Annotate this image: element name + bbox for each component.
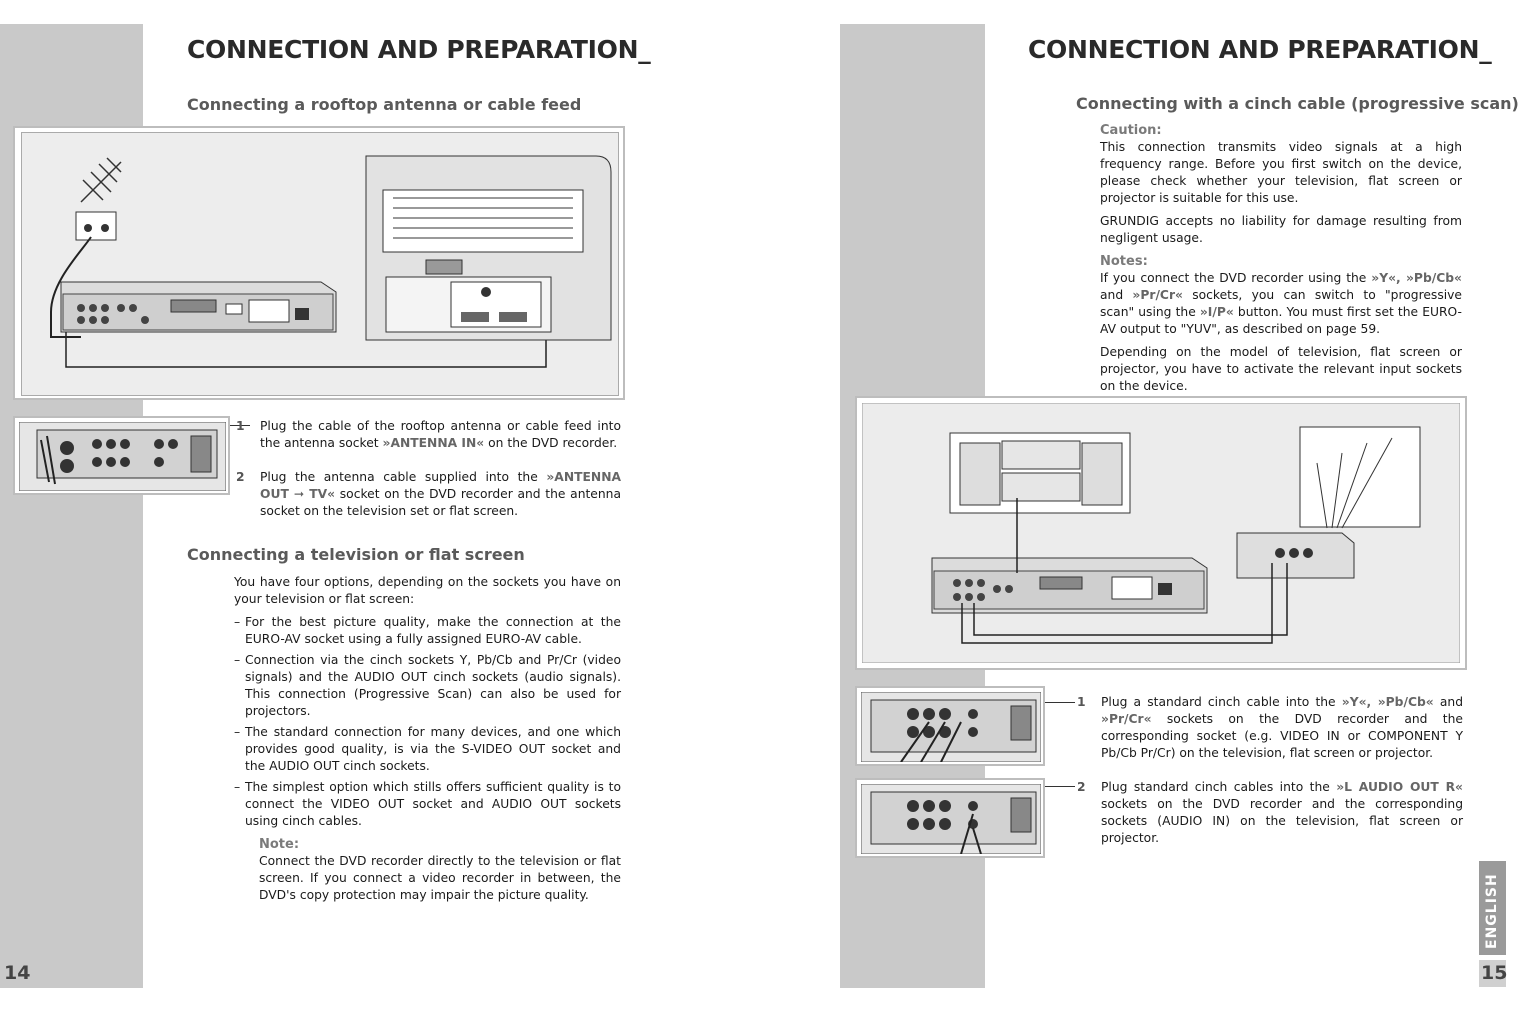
left-page-number: 14 [4, 962, 31, 984]
english-tab-label: ENGLISH [1484, 873, 1500, 949]
notes-text-1: If you connect the DVD recorder using the »Y«, »Pb/Cb« and »Pr/Cr« sockets, you can switch to "progressive scan" using the »I/P« button. You must first set the EURO-AV output to "YUV", as described on page 59. [1100, 271, 1463, 336]
left-section2-body [234, 574, 621, 910]
step-number: 1 [1077, 695, 1086, 709]
leader-line-right-2 [1045, 786, 1075, 787]
right-page-number: 15 [1481, 962, 1508, 984]
antenna-socket-detail-figure [13, 416, 230, 495]
note-label: Note: [259, 837, 300, 852]
projector-screen-drawing [1300, 427, 1420, 528]
dvd-recorder-drawing [61, 282, 336, 332]
english-side-tab [1479, 861, 1506, 955]
video-socket-detail-figure [855, 686, 1045, 766]
right-heading: Connecting with a cinch cable (progressive scan) [1076, 94, 1519, 113]
antenna-connection-drawing [21, 132, 617, 394]
right-step-2: 2 Plug standard cinch cables into the »L AUDIO OUT R« sockets on the DVD recorder and the corresponding sockets (AUDIO IN) on the television, flat screen or projector. [1077, 780, 1463, 845]
right-intro-body [1100, 122, 1462, 401]
video-socket-drawing [861, 692, 1041, 762]
left-page-title: CONNECTION AND PREPARATION_ [187, 35, 651, 64]
left-section1-heading: Connecting a rooftop antenna or cable feed [187, 95, 582, 114]
liability-text: GRUNDIG accepts no liability for damage resulting from negligent usage. [1100, 214, 1462, 245]
right-strip-below-figure [840, 670, 985, 684]
step-number: 2 [1077, 780, 1086, 794]
list-item: – The standard connection for many devices, and one which provides good quality, is via the S-VIDEO OUT socket and the AUDIO OUT cinch sockets. [234, 725, 621, 773]
left-step-2: 2 Plug the antenna cable supplied into the »ANTENNA OUT ➞ TV« socket on the DVD recorder and the antenna socket on the television set or flat screen. [236, 470, 621, 518]
socket-detail-drawing [19, 422, 226, 491]
notes-label: Notes: [1100, 254, 1148, 269]
antenna-out-label: »ANTENNA OUT ➞ TV« [260, 470, 621, 501]
right-step-1: 1 Plug a standard cinch cable into the »Y«, »Pb/Cb« and »Pr/Cr« sockets on the DVD recorder and the corresponding socket (e.g. VIDEO IN or COMPONENT Y Pb/Cb Pr/Cr) on the television, flat screen or projector. [1077, 695, 1463, 760]
step-number: 1 [236, 419, 245, 433]
note-text: Connect the DVD recorder directly to the television or flat screen. If you connect a video recorder in between, the DVD's copy protection may impair the picture quality. [259, 854, 621, 902]
list-item: – Connection via the cinch sockets Y, Pb/Cb and Pr/Cr (video signals) and the AUDIO OUT cinch sockets (audio signals). This connection (Progressive Scan) can also be used for projectors. [234, 653, 621, 718]
intro-text: You have four options, depending on the sockets you have on your television or flat screen: [234, 575, 621, 606]
progressive-scan-drawing [862, 403, 1460, 663]
list-item: – The simplest option which stills offers sufficient quality is to connect the VIDEO OUT socket and AUDIO OUT sockets using cinch cables. [234, 780, 621, 828]
caution-label: Caution: [1100, 123, 1162, 138]
leader-line-right-1 [1045, 702, 1075, 703]
notes-text-2: Depending on the model of television, flat screen or projector, you have to activate the relevant input sockets on the device. [1100, 345, 1462, 393]
projector-drawing [1237, 533, 1354, 578]
wall-socket [76, 212, 116, 240]
left-strip-below-figure [0, 400, 143, 414]
rooftop-antenna-icon [81, 158, 121, 202]
audio-socket-drawing [861, 784, 1041, 854]
right-page-title: CONNECTION AND PREPARATION_ [1028, 35, 1492, 64]
list-item: – For the best picture quality, make the connection at the EURO-AV socket using a fully assigned EURO-AV cable. [234, 615, 621, 646]
caution-text: This connection transmits video signals at a high frequency range. Before you first switch on the device, please check whether your television, flat screen or projector is suitable for this use. [1100, 140, 1462, 205]
audio-system-drawing [950, 433, 1130, 513]
antenna-connection-figure [13, 126, 625, 400]
antenna-in-label: »ANTENNA IN« [382, 436, 485, 450]
step-number: 2 [236, 470, 245, 484]
progressive-scan-figure [855, 396, 1467, 670]
left-step-1: 1 Plug the cable of the rooftop antenna or cable feed into the antenna socket »ANTENNA IN« on the DVD recorder. [236, 419, 621, 450]
audio-socket-detail-figure [855, 778, 1045, 858]
left-section2-heading: Connecting a television or flat screen [187, 545, 525, 564]
television-drawing [366, 156, 611, 340]
